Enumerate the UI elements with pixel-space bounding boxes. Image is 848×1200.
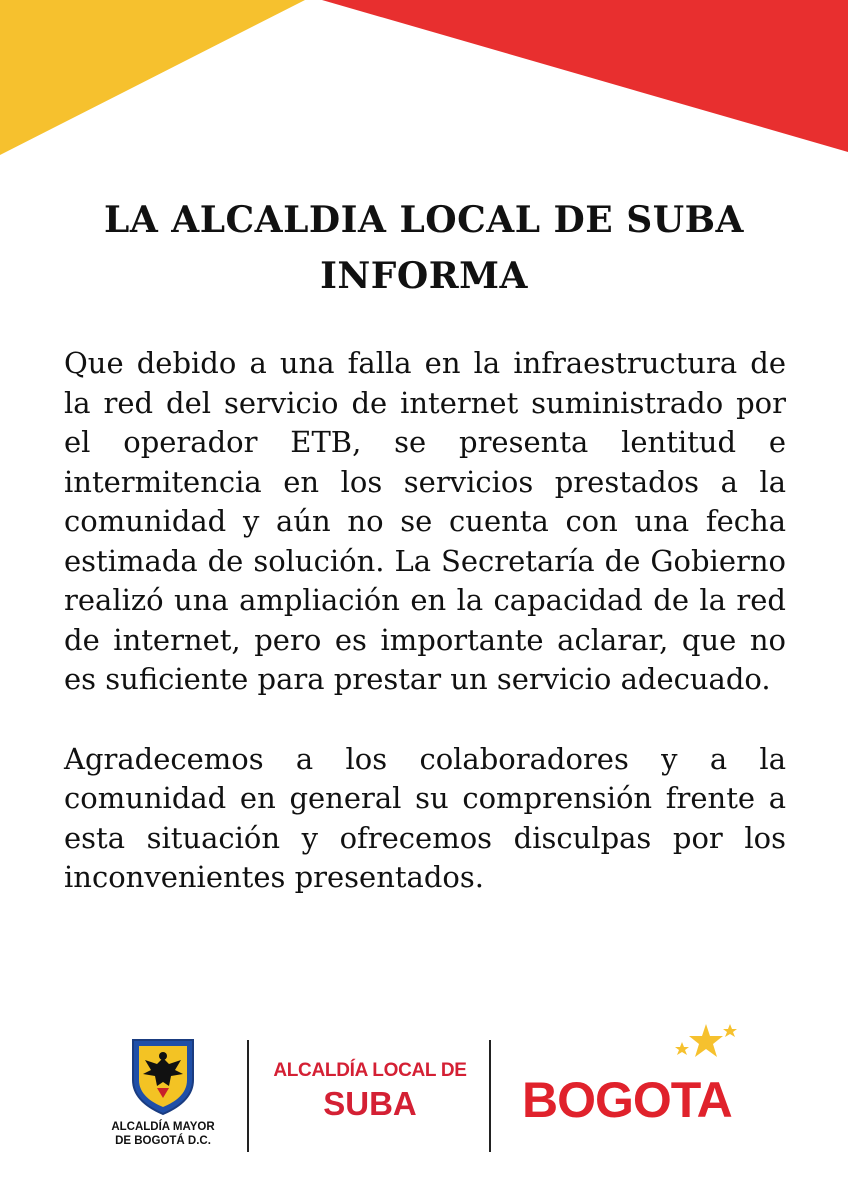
bogota-wordmark: BOGOTA <box>522 1072 732 1128</box>
alcaldia-local-suba-logo <box>272 1058 468 1124</box>
suba-logo-line-2: SUBA <box>323 1085 417 1122</box>
footer-logos <box>0 1020 848 1180</box>
title-line-2: INFORMA <box>320 255 528 297</box>
title-line-1: LA ALCALDIA LOCAL DE SUBA <box>104 199 744 241</box>
paragraph-2: Agradecemos a los colaboradores y a la comunidad en general su comprensión frente a esta situación y ofrecemos disculpas por los inconvenientes presentados. <box>64 741 786 894</box>
header-decoration <box>0 0 848 180</box>
alcaldia-mayor-logo <box>104 1036 222 1148</box>
announcement-body <box>64 344 786 938</box>
stars-icon <box>516 1020 756 1080</box>
logo-divider-right <box>489 1040 491 1152</box>
logo-divider-left <box>247 1040 249 1152</box>
bogota-logo <box>516 1020 756 1140</box>
page-title <box>40 192 808 304</box>
crest-caption-line-1: ALCALDÍA MAYOR <box>111 1121 215 1133</box>
suba-logo-line-1: ALCALDÍA LOCAL DE <box>273 1060 467 1081</box>
red-triangle <box>322 0 848 152</box>
crest-caption-line-2: DE BOGOTÁ D.C. <box>115 1135 211 1147</box>
coat-of-arms-icon <box>127 1036 199 1116</box>
paragraph-1: Que debido a una falla en la infraestructura de la red del servicio de internet suministrado por el operador ETB, se presenta lentitud e intermitencia en los servicios prestados a la comunidad y aún no se cuenta con una fecha estimada de solución. La Secretaría de Gobierno realizó una ampliación en la capacidad de la red de internet, pero es importante aclarar, que no es suficiente para prestar un servicio adecuado. <box>64 346 786 696</box>
yellow-triangle <box>0 0 305 155</box>
